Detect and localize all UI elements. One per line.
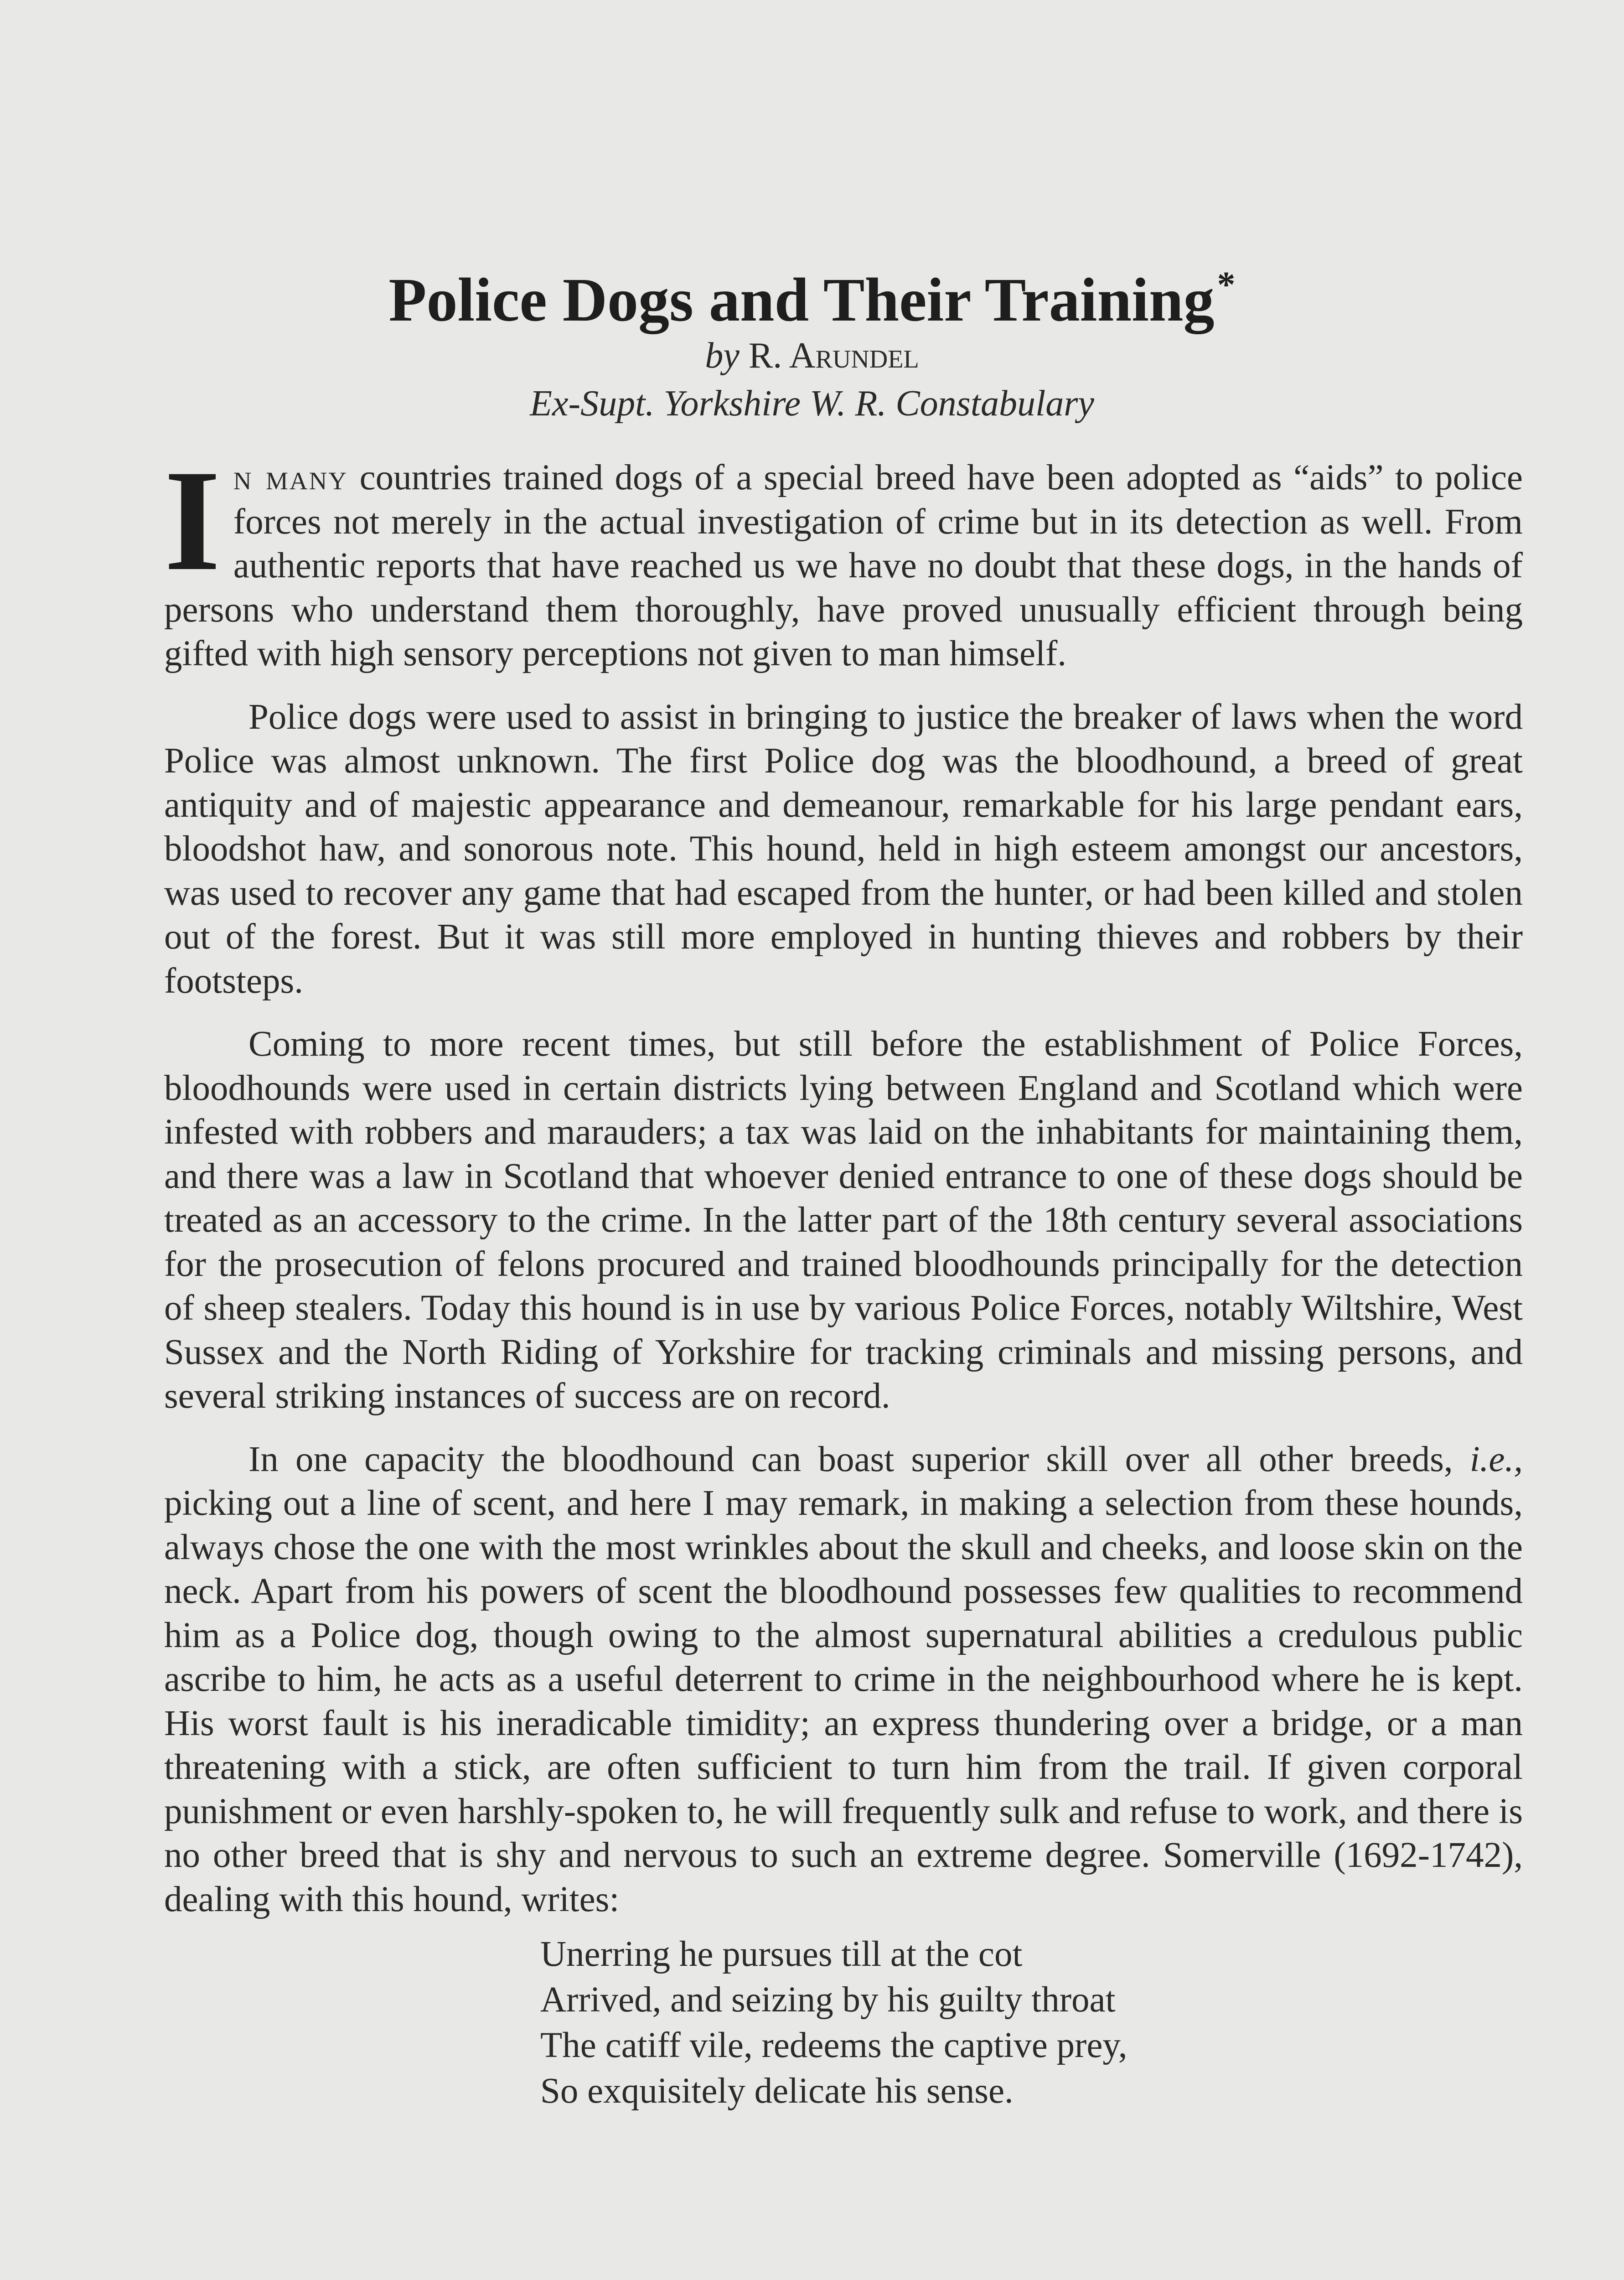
paragraph-4-ie: i.e., — [1469, 1439, 1523, 1479]
lead-in-small-caps: n many — [233, 458, 348, 497]
verse-line: Unerring he pursues till at the cot — [540, 1934, 1023, 1974]
author-name: R. Arundel — [748, 336, 919, 376]
verse-line: So exquisitely delicate his sense. — [540, 2071, 1014, 2111]
paragraph-2: Police dogs were used to assist in bringing to justice the breaker of laws when the word Police was almost unknown. The first Police dog was the bloodhound, a breed of great antiquity and of majestic appearance and demeanour, remarkable for his large pendant ears, bloodshot haw, and sonorous note. This hound, held in high esteem amongst our ancestors, was used to recover any game that had escaped from the hunter, or had been killed and stolen out of the forest. But it was still more employed in hunting thieves and robbers by their footsteps. — [164, 697, 1523, 1001]
verse-line: Arrived, and seizing by his guilty throat — [540, 1980, 1116, 2020]
byline-by: by — [705, 336, 740, 376]
verse-quote — [540, 1932, 1523, 2114]
author-affiliation: Ex-Supt. Yorkshire W. R. Constabulary — [530, 383, 1094, 424]
paragraph-3: Coming to more recent times, but still before the establishment of Police Forces, bloodhounds were used in certain districts lying between England and Scotland which were infested with robbers and marauders; a tax was laid on the inhabitants for maintaining them, and there was a law in Scotland that whoever denied entrance to one of these dogs should be treated as an accessory to the crime. In the latter part of the 18th century several associations for the prosecution of felons procured and trained bloodhounds principally for the detection of sheep stealers. Today this hound is in use by various Police Forces, notably Wiltshire, West Sussex and the North Riding of Yorkshire for tracking criminals and missing persons, and several striking instances of success are on record. — [164, 1024, 1523, 1416]
paragraph-1-text: countries trained dogs of a special breed have been adopted as “aids” to police forces not merely in the actual investigation of crime but in its detection as well. From authentic reports that have reached us we have no doubt that these dogs, in the hands of persons who understand them thoroughly, have proved unusually efficient through being gifted with high sensory perceptions not given to man himself. — [164, 458, 1523, 674]
verse-line: The catiff vile, redeems the captive prey, — [540, 2026, 1127, 2065]
paragraph-4 — [164, 1438, 1523, 1922]
article-body — [164, 440, 1523, 2114]
paragraph-4-text-b: picking out a line of scent, and here I may remark, in making a selection from these hounds, always chose the one with the most wrinkles about the skull and cheeks, and loose skin on the neck. Apart from his powers of scent the bloodhound possesses few qualities to recommend him as a Police dog, though owing to the almost supernatural abilities a credulous public ascribe to him, he acts as a useful deterrent to crime in the neighbourhood where he is kept. His worst fault is his ineradicable timidity; an express thundering over a bridge, or a man threatening with a stick, are often sufficient to turn him from the trail. If given corporal punishment or even harshly-spoken to, he will frequently sulk and refuse to work, and there is no other breed that is shy and nervous to such an extreme degree. Somerville (1692-1742), dealing with this hound, writes: — [164, 1483, 1523, 1919]
byline — [0, 333, 1624, 378]
title-text: Police Dogs and Their Training — [388, 266, 1215, 334]
paragraph-1 — [164, 440, 1523, 676]
title-footnote-mark: * — [1217, 265, 1236, 305]
article-title — [0, 249, 1624, 337]
paragraph-4-text-a: In one capacity the bloodhound can boast superior skill over all other breeds, — [248, 1439, 1470, 1479]
drop-cap: I — [164, 440, 221, 601]
